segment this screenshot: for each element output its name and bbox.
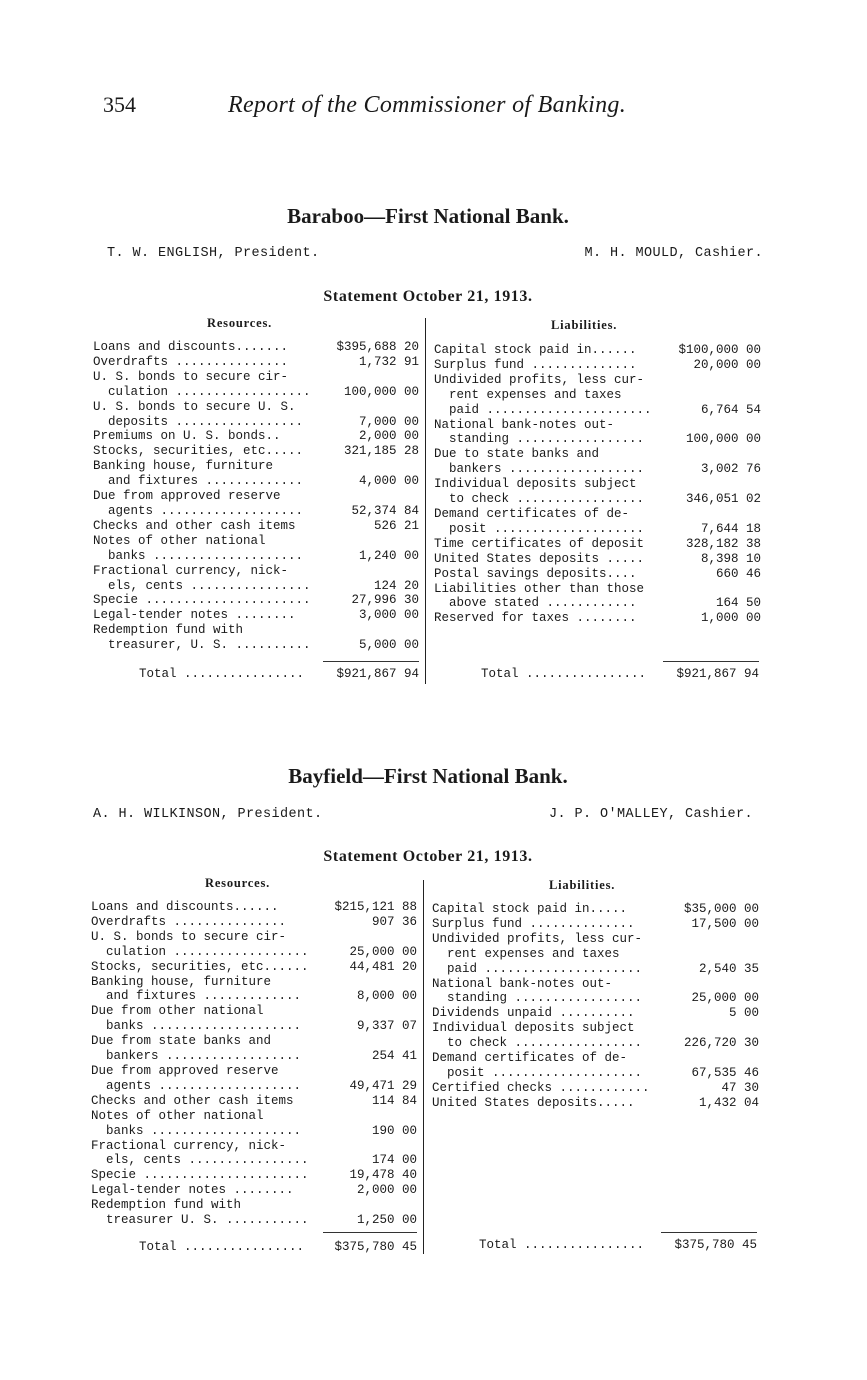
total-label: Total ................ (481, 667, 647, 681)
resource-row (91, 1049, 417, 1064)
page-header (103, 92, 763, 128)
item-label: agents ................... (106, 1078, 302, 1093)
total-label: Total ................ (139, 1240, 305, 1254)
item-amount: 52,374 84 (351, 503, 419, 518)
item-label: Loans and discounts...... (91, 900, 279, 914)
resources-list (91, 900, 417, 1228)
resource-row (91, 1079, 417, 1094)
item-label: Loans and discounts....... (93, 340, 289, 354)
item-amount: 100,000 00 (685, 432, 761, 447)
item-label: Due from approved reserve (91, 1063, 279, 1078)
item-amount: 5 00 (728, 1006, 759, 1021)
liabilities-total-row (479, 1238, 757, 1252)
item-amount: 7,644 18 (700, 521, 761, 536)
item-label: Demand certificates of de- (434, 506, 630, 521)
liability-row (432, 1051, 759, 1066)
item-amount: 164 50 (715, 596, 761, 611)
resources-total-row (139, 1240, 417, 1254)
resource-row (91, 960, 417, 975)
total-amount: $375,780 45 (334, 1240, 417, 1254)
item-label: Due from state banks and (91, 1034, 272, 1049)
item-label: Fractional currency, nick- (91, 1138, 287, 1153)
liability-row (434, 447, 761, 462)
item-amount: 1,240 00 (358, 548, 419, 563)
item-amount: 8,000 00 (356, 989, 417, 1004)
resource-row (93, 340, 419, 355)
item-label: Checks and other cash items (93, 518, 296, 533)
total-amount: $921,867 94 (336, 667, 419, 681)
item-label: Legal-tender notes ........ (91, 1183, 294, 1198)
item-amount: 25,000 00 (691, 991, 759, 1006)
item-amount: 6,764 54 (700, 402, 761, 417)
item-amount: 20,000 00 (693, 357, 761, 372)
liability-row (434, 522, 761, 537)
item-label: Notes of other national (91, 1108, 264, 1123)
liability-row (432, 1066, 759, 1081)
liabilities-list (434, 343, 761, 626)
item-amount: 100,000 00 (343, 384, 419, 399)
page-number: 354 (103, 92, 136, 117)
item-label: rent expenses and taxes (449, 387, 622, 402)
resource-row (93, 608, 419, 623)
liability-row (432, 902, 759, 917)
item-label: Checks and other cash items (91, 1093, 294, 1108)
item-label: Undivided profits, less cur- (432, 931, 643, 946)
item-label: bankers .................. (449, 462, 645, 477)
resource-row (91, 1213, 417, 1228)
item-label: paid ...................... (449, 402, 652, 417)
resource-row (93, 459, 419, 474)
column-divider (423, 880, 424, 1254)
resource-row (91, 1004, 417, 1019)
item-amount: 328,182 38 (685, 536, 761, 551)
resource-row (93, 385, 419, 400)
item-amount: 2,540 35 (698, 961, 759, 976)
resource-row (91, 1094, 417, 1109)
item-label: U. S. bonds to secure U. S. (93, 399, 296, 414)
item-amount: 1,432 04 (698, 1095, 759, 1110)
item-amount: 4,000 00 (358, 474, 419, 489)
item-label: standing ................. (447, 991, 643, 1006)
resource-row (93, 504, 419, 519)
resource-row (93, 429, 419, 444)
resource-row (91, 1109, 417, 1124)
item-amount: 190 00 (371, 1123, 417, 1138)
resource-row (93, 489, 419, 504)
item-amount: 2,000 00 (356, 1183, 417, 1198)
item-amount: 9,337 07 (356, 1019, 417, 1034)
item-label: Due to state banks and (434, 447, 600, 462)
bank-statement-bayfield (93, 762, 763, 1262)
liability-row (434, 373, 761, 388)
item-label: els, cents ................ (106, 1153, 309, 1168)
item-amount: 19,478 40 (349, 1168, 417, 1183)
liability-row (432, 977, 759, 992)
item-label: banks .................... (108, 548, 304, 563)
resource-row (91, 945, 417, 960)
item-amount: 2,000 00 (358, 429, 419, 444)
resource-row (91, 989, 417, 1004)
item-amount: 1,000 00 (700, 611, 761, 626)
resource-row (93, 534, 419, 549)
item-amount: 174 00 (371, 1153, 417, 1168)
item-label: posit .................... (449, 521, 645, 536)
item-label: Due from approved reserve (93, 489, 281, 504)
resource-row (93, 370, 419, 385)
liability-row (432, 962, 759, 977)
resource-row (91, 1198, 417, 1213)
item-amount: 25,000 00 (349, 944, 417, 959)
item-amount: 67,535 46 (691, 1065, 759, 1080)
resource-row (91, 1064, 417, 1079)
resource-row (91, 930, 417, 945)
column-divider (425, 318, 426, 684)
item-amount: $35,000 00 (683, 902, 759, 916)
item-label: United States deposits..... (432, 1095, 635, 1110)
item-label: Surplus fund .............. (432, 916, 635, 931)
item-label: Overdrafts ............... (91, 914, 287, 929)
item-label: United States deposits ..... (434, 551, 645, 566)
item-amount: $395,688 20 (336, 340, 419, 354)
item-label: bankers .................. (106, 1049, 302, 1064)
resource-row (91, 900, 417, 915)
item-label: to check ................. (447, 1036, 643, 1051)
item-label: Due from other national (91, 1004, 264, 1019)
item-label: U. S. bonds to secure cir- (91, 929, 287, 944)
item-amount: 1,732 91 (358, 354, 419, 369)
president-name: A. H. WILKINSON, President. (93, 807, 323, 822)
item-label: Fractional currency, nick- (93, 563, 289, 578)
running-title: Report of the Commissioner of Banking. (228, 92, 627, 118)
item-label: Reserved for taxes ........ (434, 611, 637, 626)
item-amount: 3,000 00 (358, 608, 419, 623)
item-label: Specie ...................... (93, 593, 311, 608)
resource-row (91, 1139, 417, 1154)
item-amount: 114 84 (371, 1093, 417, 1108)
resource-row (91, 1019, 417, 1034)
bank-statement-baraboo (93, 200, 763, 700)
item-amount: 7,000 00 (358, 414, 419, 429)
item-amount: 346,051 02 (685, 492, 761, 507)
item-label: rent expenses and taxes (447, 946, 620, 961)
item-label: Capital stock paid in...... (434, 343, 637, 357)
item-label: Stocks, securities, etc...... (91, 959, 309, 974)
total-rule (661, 1232, 757, 1233)
resource-row (93, 564, 419, 579)
item-label: Undivided profits, less cur- (434, 372, 645, 387)
liability-row (434, 596, 761, 611)
item-label: Individual deposits subject (434, 477, 637, 492)
item-amount: 17,500 00 (691, 916, 759, 931)
liability-row (434, 567, 761, 582)
item-label: Banking house, furniture (93, 459, 274, 474)
item-label: paid ..................... (447, 961, 643, 976)
liability-row (434, 611, 761, 626)
item-label: and fixtures ............. (106, 989, 302, 1004)
total-amount: $921,867 94 (676, 667, 759, 681)
item-amount: 44,481 20 (349, 959, 417, 974)
liability-row (434, 432, 761, 447)
statement-date: Statement October 21, 1913. (323, 848, 533, 865)
item-label: Stocks, securities, etc..... (93, 444, 304, 459)
item-amount: $100,000 00 (678, 343, 761, 357)
liability-row (434, 552, 761, 567)
item-amount: 321,185 28 (343, 444, 419, 459)
resources-heading: Resources. (207, 316, 273, 330)
item-label: posit .................... (447, 1065, 643, 1080)
resource-row (91, 1034, 417, 1049)
resource-row (91, 915, 417, 930)
item-amount: $215,121 88 (334, 900, 417, 914)
item-amount: 8,398 10 (700, 551, 761, 566)
item-label: Capital stock paid in..... (432, 902, 628, 916)
resource-row (91, 1183, 417, 1198)
item-label: standing ................. (449, 432, 645, 447)
liability-row (432, 1081, 759, 1096)
resources-list (93, 340, 419, 653)
resource-row (93, 519, 419, 534)
item-label: treasurer, U. S. .......... (108, 638, 311, 653)
liability-row (434, 537, 761, 552)
liability-row (434, 388, 761, 403)
item-label: Overdrafts ............... (93, 354, 289, 369)
item-amount: 526 21 (373, 518, 419, 533)
resources-total-row (139, 667, 419, 681)
liability-row (432, 1036, 759, 1051)
president-name: T. W. ENGLISH, President. (107, 246, 320, 261)
liability-row (434, 403, 761, 418)
resource-row (93, 474, 419, 489)
item-amount: 1,250 00 (356, 1213, 417, 1228)
resource-row (93, 549, 419, 564)
liability-row (434, 343, 761, 358)
item-label: Time certificates of deposit (434, 536, 645, 551)
item-label: Certified checks ............ (432, 1080, 650, 1095)
resource-row (93, 638, 419, 653)
liability-row (432, 932, 759, 947)
item-amount: 47 30 (721, 1080, 759, 1095)
item-label: banks .................... (106, 1123, 302, 1138)
item-label: Liabilities other than those (434, 581, 645, 596)
liabilities-total-row (481, 667, 759, 681)
liability-row (432, 917, 759, 932)
item-label: treasurer U. S. ........... (106, 1213, 309, 1228)
item-amount: 907 36 (371, 914, 417, 929)
item-label: Demand certificates of de- (432, 1051, 628, 1066)
resource-row (93, 400, 419, 415)
liability-row (432, 1006, 759, 1021)
item-label: Surplus fund .............. (434, 357, 637, 372)
item-label: els, cents ................ (108, 578, 311, 593)
resource-row (91, 975, 417, 990)
total-rule (663, 661, 759, 662)
liability-row (432, 1096, 759, 1111)
resource-row (91, 1124, 417, 1139)
cashier-name: J. P. O'MALLEY, Cashier. (548, 807, 753, 822)
item-amount: 226,720 30 (683, 1036, 759, 1051)
item-label: and fixtures ............. (108, 474, 304, 489)
liability-row (434, 358, 761, 373)
cashier-name: M. H. MOULD, Cashier. (584, 246, 763, 261)
item-label: to check ................. (449, 492, 645, 507)
item-label: National bank-notes out- (434, 417, 615, 432)
resource-row (91, 1153, 417, 1168)
resource-row (91, 1168, 417, 1183)
liability-row (434, 477, 761, 492)
item-label: Banking house, furniture (91, 974, 272, 989)
total-rule (323, 1232, 417, 1233)
total-rule (323, 661, 419, 662)
liabilities-heading: Liabilities. (549, 878, 616, 892)
total-label: Total ................ (139, 667, 305, 681)
liability-row (434, 462, 761, 477)
liability-row (434, 418, 761, 433)
item-label: Notes of other national (93, 533, 266, 548)
item-amount: 27,996 30 (351, 593, 419, 608)
item-label: banks .................... (106, 1019, 302, 1034)
bank-title: Baraboo—First National Bank. (287, 204, 569, 228)
liability-row (434, 507, 761, 522)
item-label: Specie ...................... (91, 1168, 309, 1183)
liability-row (432, 1021, 759, 1036)
item-label: agents ................... (108, 503, 304, 518)
liabilities-list (432, 902, 759, 1111)
item-label: culation .................. (106, 944, 309, 959)
item-label: Legal-tender notes ........ (93, 608, 296, 623)
item-label: Redemption fund with (93, 623, 244, 638)
item-amount: 3,002 76 (700, 462, 761, 477)
item-amount: 660 46 (715, 566, 761, 581)
resource-row (93, 415, 419, 430)
item-label: Individual deposits subject (432, 1021, 635, 1036)
liability-row (432, 991, 759, 1006)
liability-row (434, 492, 761, 507)
resource-row (93, 623, 419, 638)
liability-row (434, 582, 761, 597)
resource-row (93, 355, 419, 370)
resources-heading: Resources. (205, 876, 271, 890)
item-label: above stated ............ (449, 596, 637, 611)
item-label: Postal savings deposits.... (434, 566, 637, 581)
liabilities-heading: Liabilities. (551, 318, 618, 332)
item-amount: 124 20 (373, 578, 419, 593)
total-label: Total ................ (479, 1238, 645, 1252)
item-label: Redemption fund with (91, 1198, 242, 1213)
item-amount: 5,000 00 (358, 638, 419, 653)
item-label: Dividends unpaid .......... (432, 1006, 635, 1021)
liability-row (432, 947, 759, 962)
item-amount: 49,471 29 (349, 1078, 417, 1093)
item-amount: 254 41 (371, 1049, 417, 1064)
item-label: deposits ................. (108, 414, 304, 429)
statement-date: Statement October 21, 1913. (323, 288, 533, 305)
item-label: National bank-notes out- (432, 976, 613, 991)
item-label: U. S. bonds to secure cir- (93, 369, 289, 384)
total-amount: $375,780 45 (674, 1238, 757, 1252)
resource-row (93, 444, 419, 459)
item-label: Premiums on U. S. bonds.. (93, 429, 281, 444)
bank-title: Bayfield—First National Bank. (288, 764, 568, 788)
resource-row (93, 593, 419, 608)
item-label: culation .................. (108, 384, 311, 399)
resource-row (93, 579, 419, 594)
